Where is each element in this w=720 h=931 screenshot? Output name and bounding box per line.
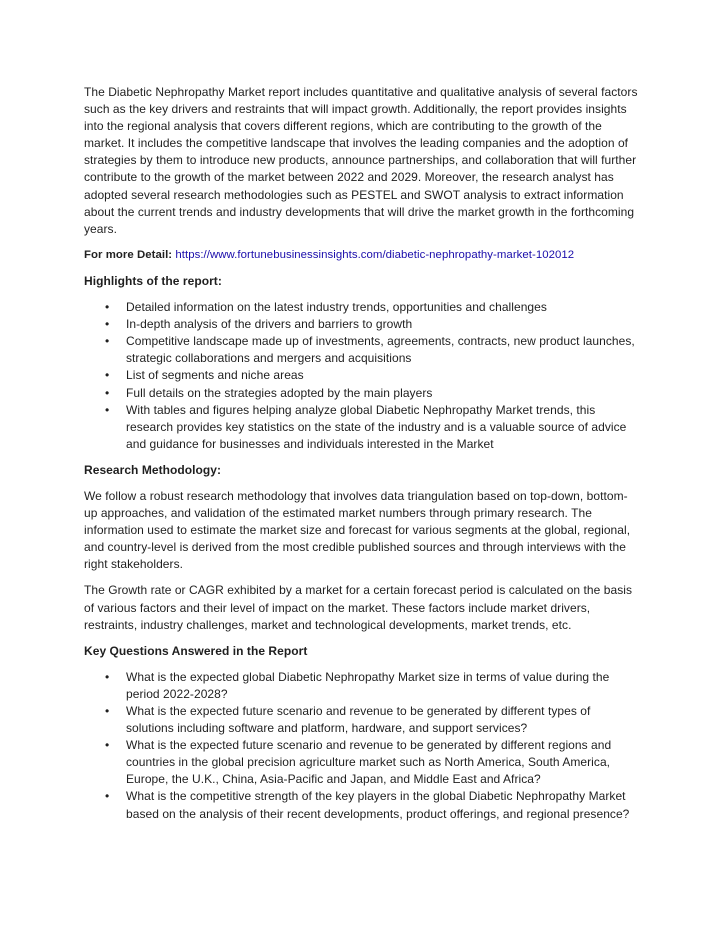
list-item: • What is the expected global Diabetic Nephropathy Market size in terms of value during the period 2022-2028? [105,669,610,701]
list-item: • List of segments and niche areas [126,367,640,384]
more-detail-label: For more Detail: [84,248,173,261]
more-detail-link[interactable]: https://www.fortunebusinessinsights.com/diabetic-nephropathy-market-102012 [175,248,575,261]
questions-heading: Key Questions Answered in the Report [84,643,308,658]
bullet-icon: • [105,317,110,332]
bullet-icon: • [105,300,110,315]
bullet-icon: • [105,385,110,400]
list-item: • What is the expected future scenario and revenue to be generated by different types of solutions including software and platform, hardware, and support services? [105,704,591,736]
highlights-list [84,299,640,453]
methodology-paragraph-2: The Growth rate or CAGR exhibited by a market for a certain forecast period is calculated on the basis of various factors and their level of impact on the market. These factors include market drivers, restraints, industry challenges, market and technological developments, market trends, etc. [84,583,633,632]
list-item: • Full details on the strategies adopted by the main players [126,385,640,402]
list-item: • With tables and figures helping analyze global Diabetic Nephropathy Market trends, this research provides key statistics on the state of the industry and is a valuable source of advice and guidance for businesses and individuals interested in the Market [105,402,627,451]
methodology-paragraph-1: We follow a robust research methodology that involves data triangulation based on top-down, bottom-up approaches, and validation of the estimated market numbers through primary research. The information used to estimate the market size and forecast for various segments at the global, regional, and country-level is derived from the most credible published sources and through interviews with the right stakeholders. [84,488,631,572]
bullet-icon: • [105,368,110,383]
list-item: • In-depth analysis of the drivers and barriers to growth [126,316,640,333]
highlights-heading: Highlights of the report: [84,273,222,288]
bullet-icon: • [105,738,110,753]
intro-paragraph: The Diabetic Nephropathy Market report includes quantitative and qualitative analysis of several factors such as the key drivers and restraints that will impact growth. Additionally, the report provides insights into the regional analysis that covers different regions, which are contributing to the growth of the market. It includes the competitive landscape that involves the leading companies and the adoption of strategies by them to introduce new products, announce partnerships, and collaboration that will further contribute to the growth of the market between 2022 and 2029. Moreover, the research analyst has adopted several research methodologies such as PESTEL and SWOT analysis to extract information about the current trends and industry developments that will drive the market growth in the forthcoming years. [84,85,638,236]
questions-list [84,669,640,823]
bullet-icon: • [105,789,110,804]
bullet-icon: • [105,669,110,684]
bullet-icon: • [105,402,110,417]
methodology-heading: Research Methodology: [84,462,222,477]
bullet-icon: • [105,704,110,718]
bullet-icon: • [105,334,110,349]
more-detail-line [84,247,640,264]
list-item: • Detailed information on the latest industry trends, opportunities and challenges [126,299,640,316]
list-item: • What is the competitive strength of the key players in the global Diabetic Nephropathy Market based on the analysis of their recent developments, product offerings, and regional presence? [105,789,630,821]
list-item: • What is the expected future scenario and revenue to be generated by different regions and countries in the global precision agriculture market such as North America, South America, Europe, the U.K., China, Asia-Pacific and Japan, and Middle East and Africa? [105,738,612,787]
list-item: • Competitive landscape made up of investments, agreements, contracts, new product launches, strategic collaborations and mergers and acquisitions [105,334,635,366]
